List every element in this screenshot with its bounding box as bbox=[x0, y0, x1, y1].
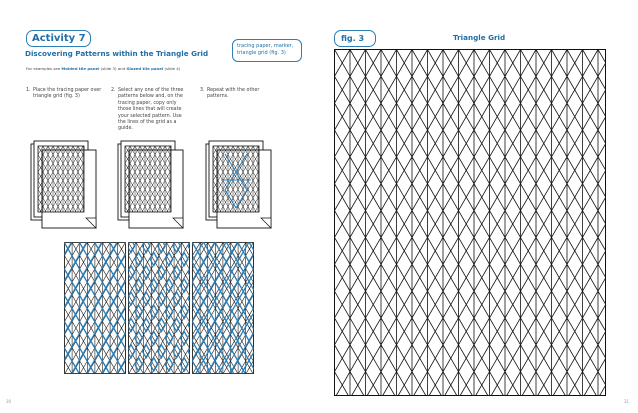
intro-prefix: For examples see bbox=[26, 66, 62, 71]
intro-mid: (slide 3) and bbox=[99, 66, 127, 71]
step-2-number: 2. bbox=[111, 88, 116, 93]
tracing-sheet-illustration bbox=[205, 140, 277, 230]
intro-ref-glazed: Glazed tile panel bbox=[126, 66, 164, 71]
step-2-line: tracing paper, copy only bbox=[118, 100, 177, 106]
step-3-line: Repeat with the other bbox=[207, 88, 260, 93]
tracing-sheet-illustration bbox=[30, 140, 102, 230]
step-2-text bbox=[118, 88, 183, 133]
materials-box bbox=[232, 39, 302, 62]
step-2-line: guide. bbox=[118, 126, 133, 132]
intro-text bbox=[26, 66, 180, 71]
step-2-line: those lines that will create bbox=[118, 107, 182, 113]
fig-badge: fig. 3 bbox=[334, 30, 376, 47]
lesson-title: Discovering Patterns within the Triangle Grid bbox=[25, 49, 209, 58]
tracing-sheet-illustration bbox=[117, 140, 189, 230]
step-2-line: the lines of the grid as a bbox=[118, 120, 177, 126]
step-2 bbox=[111, 88, 195, 138]
activity-badge: Activity 7 bbox=[26, 30, 91, 47]
step-2-line: your selected pattern. Use bbox=[118, 113, 182, 119]
page-number-left: 30 bbox=[6, 399, 12, 404]
step-3-number: 3. bbox=[200, 88, 205, 93]
pattern-example-panel bbox=[128, 242, 190, 374]
materials-line-2: triangle grid (fig. 3) bbox=[237, 50, 286, 56]
intro-ref-molded: Molded tile panel bbox=[61, 66, 100, 71]
step-1-line: Place the tracing paper over bbox=[33, 88, 102, 93]
step-3-line: patterns. bbox=[207, 94, 229, 100]
intro-suffix: (slide 4) bbox=[163, 66, 181, 71]
step-3-text bbox=[207, 88, 259, 101]
triangle-grid-figure bbox=[334, 49, 606, 396]
step-3 bbox=[200, 88, 284, 108]
pattern-example-panel bbox=[64, 242, 126, 374]
pattern-example-panel bbox=[192, 242, 254, 374]
step-1-line: triangle grid (fig. 3) bbox=[33, 94, 80, 100]
step-1-number: 1. bbox=[26, 88, 31, 93]
step-2-line: Select any one of the three bbox=[118, 88, 184, 93]
step-1-text bbox=[33, 88, 101, 101]
page-number-right: 31 bbox=[624, 399, 630, 404]
step-1 bbox=[26, 88, 110, 128]
materials-line-1: tracing paper, marker, bbox=[237, 43, 294, 49]
grid-title: Triangle Grid bbox=[453, 33, 506, 42]
step-2-line: patterns below and, on the bbox=[118, 94, 183, 100]
